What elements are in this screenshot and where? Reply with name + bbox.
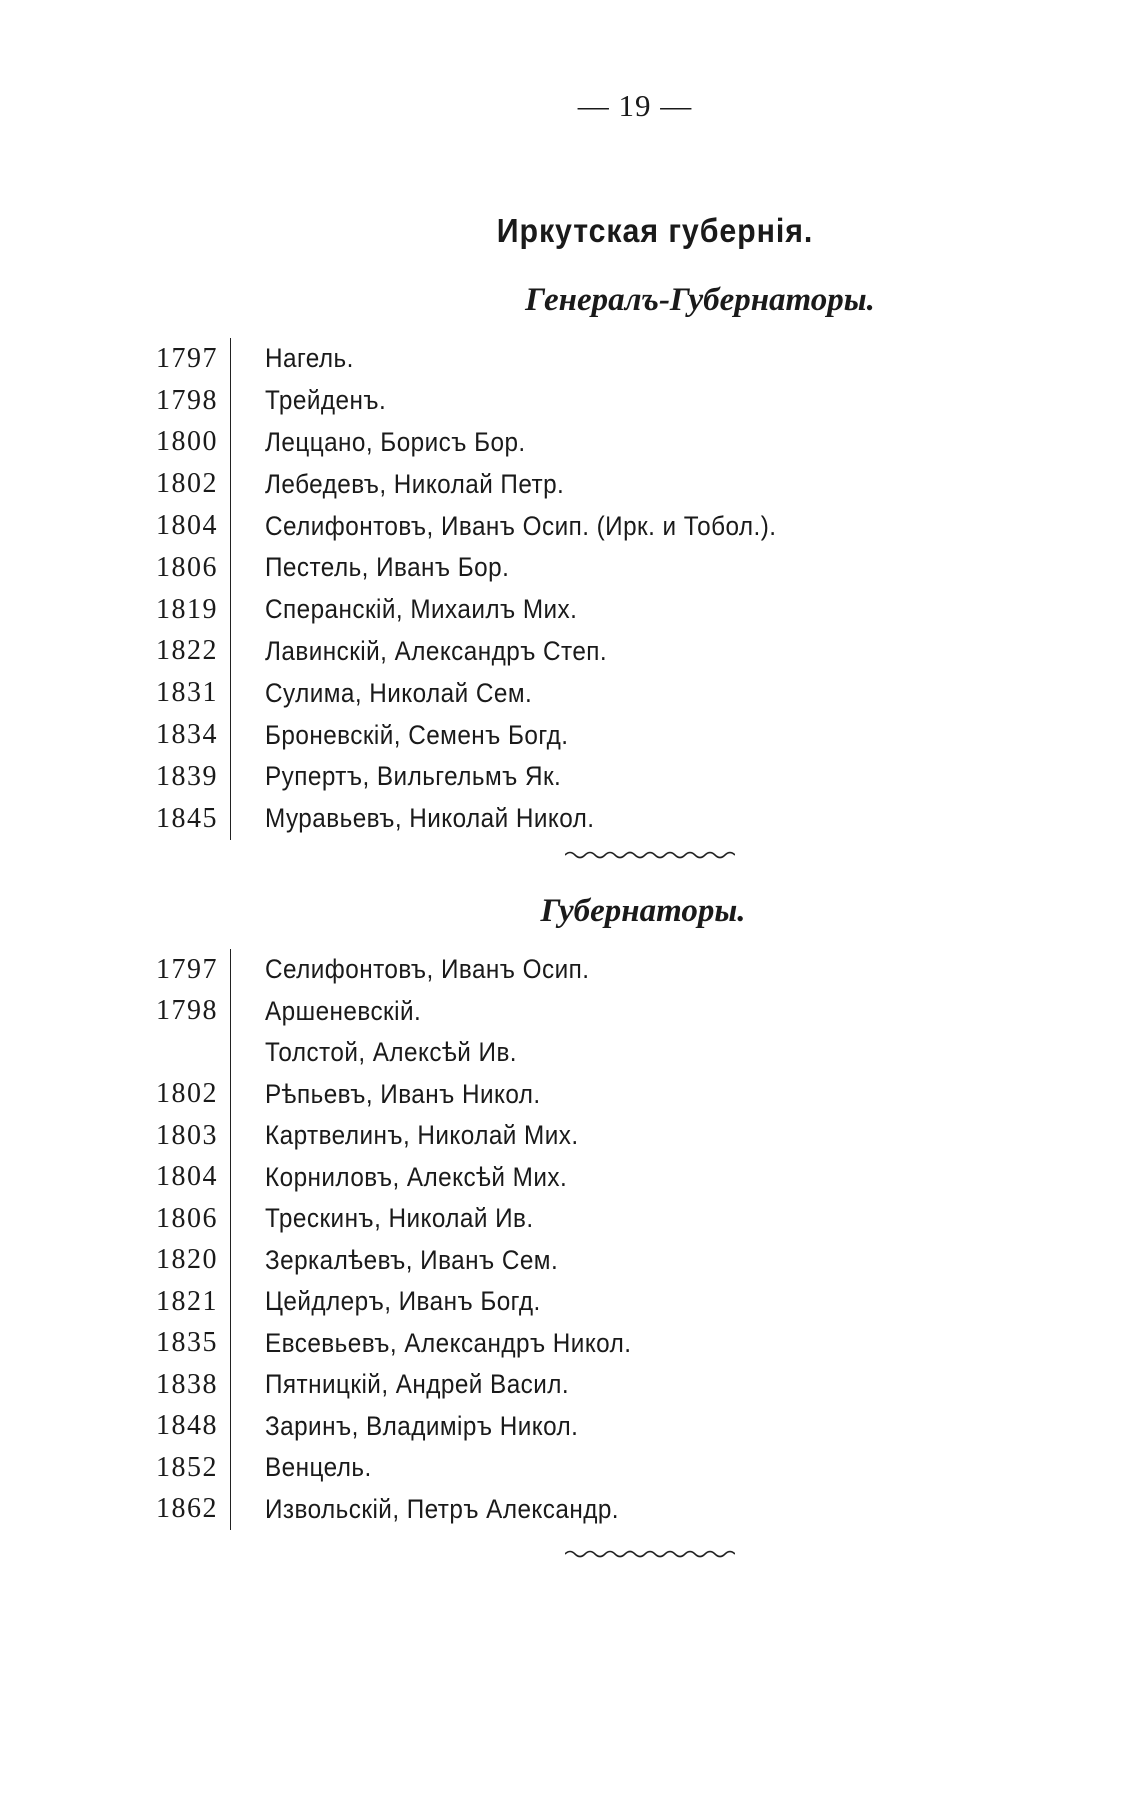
entry-name: Селифонтовъ, Иванъ Осип. bbox=[265, 954, 590, 985]
vertical-rule bbox=[218, 756, 231, 798]
vertical-rule bbox=[218, 1364, 231, 1406]
vertical-rule bbox=[218, 672, 231, 714]
vertical-rule bbox=[218, 1447, 231, 1489]
entry-year: 1804 bbox=[156, 510, 218, 542]
entry-year: 1802 bbox=[156, 468, 218, 500]
entry-year: 1820 bbox=[156, 1244, 218, 1276]
entry-name: Нагель. bbox=[265, 343, 354, 374]
entry-name: Корниловъ, Алексѣй Мих. bbox=[265, 1161, 568, 1192]
entry-year: 1800 bbox=[156, 426, 218, 458]
vertical-rule bbox=[218, 631, 231, 673]
entry-year: 1803 bbox=[156, 1119, 218, 1151]
vertical-rule bbox=[218, 1157, 231, 1199]
entry-name: Цейдлеръ, Иванъ Богд. bbox=[265, 1286, 541, 1317]
entry-year: 1802 bbox=[156, 1078, 218, 1110]
entry-year: 1839 bbox=[156, 760, 218, 792]
list-item bbox=[150, 991, 672, 1033]
entry-year: 1798 bbox=[156, 995, 218, 1027]
entry-name: Заринъ, Владимiръ Никол. bbox=[265, 1410, 579, 1441]
entry-year: 1804 bbox=[156, 1161, 218, 1193]
entry-name: Пестель, Иванъ Бор. bbox=[265, 552, 510, 583]
vertical-rule bbox=[218, 798, 231, 840]
entry-year: 1798 bbox=[156, 384, 218, 416]
vertical-rule bbox=[218, 1323, 231, 1365]
entry-name: Евсевьевъ, Александръ Никол. bbox=[265, 1327, 632, 1358]
entry-year: 1834 bbox=[156, 719, 218, 751]
entry-name: Зеркалѣевъ, Иванъ Сем. bbox=[265, 1244, 559, 1275]
list-item bbox=[150, 505, 833, 547]
entry-name: Пятницкій, Андрей Васил. bbox=[265, 1369, 570, 1400]
entry-name: Броневскій, Семенъ Богд. bbox=[265, 719, 569, 750]
entry-year: 1822 bbox=[156, 635, 218, 667]
vertical-rule bbox=[218, 505, 231, 547]
list-item bbox=[150, 1406, 672, 1448]
list-item bbox=[150, 380, 833, 422]
list-item bbox=[150, 1447, 672, 1489]
list-item bbox=[150, 422, 833, 464]
page-number: — 19 — bbox=[577, 88, 693, 123]
list-item bbox=[150, 1074, 672, 1116]
list-item bbox=[150, 1115, 672, 1157]
entry-year: 1835 bbox=[156, 1327, 218, 1359]
entry-year: 1819 bbox=[156, 593, 218, 625]
vertical-rule bbox=[218, 547, 231, 589]
list-item bbox=[150, 1489, 672, 1531]
vertical-rule bbox=[218, 1074, 231, 1116]
list-item bbox=[150, 1032, 672, 1074]
list-item bbox=[150, 756, 833, 798]
list-item bbox=[150, 798, 833, 840]
entry-name: Аршеневскій. bbox=[265, 995, 422, 1026]
vertical-rule bbox=[218, 1406, 231, 1448]
vertical-rule bbox=[218, 338, 231, 380]
list-item bbox=[150, 1240, 672, 1282]
entry-name: Леццано, Борисъ Бор. bbox=[265, 426, 526, 457]
vertical-rule bbox=[218, 1489, 231, 1531]
entry-name: Трейденъ. bbox=[265, 385, 387, 416]
list-item bbox=[150, 1323, 672, 1365]
entry-name: Лебедевъ, Николай Петр. bbox=[265, 468, 565, 499]
entry-name: Селифонтовъ, Иванъ Осип. (Ирк. и Тобол.). bbox=[265, 510, 777, 541]
vertical-rule bbox=[218, 380, 231, 422]
entry-year: 1806 bbox=[156, 1202, 218, 1234]
list-item bbox=[150, 1157, 672, 1199]
list-item bbox=[150, 547, 833, 589]
entry-year: 1862 bbox=[156, 1493, 218, 1525]
entry-year: 1852 bbox=[156, 1451, 218, 1483]
entry-name: Сулима, Николай Сем. bbox=[265, 677, 533, 708]
list-item bbox=[150, 1198, 672, 1240]
vertical-rule bbox=[218, 1198, 231, 1240]
vertical-rule bbox=[218, 991, 231, 1033]
vertical-rule bbox=[218, 714, 231, 756]
wavy-divider-1 bbox=[565, 850, 735, 860]
vertical-rule bbox=[218, 1240, 231, 1282]
entry-name: Рѣпьевъ, Иванъ Никол. bbox=[265, 1078, 541, 1109]
list-item bbox=[150, 672, 833, 714]
entry-name: Рупертъ, Вильгельмъ Як. bbox=[265, 761, 562, 792]
entry-name: Муравьевъ, Николай Никол. bbox=[265, 803, 595, 834]
entry-name: Венцель. bbox=[265, 1452, 372, 1483]
entry-year: 1831 bbox=[156, 677, 218, 709]
list-item bbox=[150, 589, 833, 631]
entry-year: 1806 bbox=[156, 551, 218, 583]
wavy-divider-2 bbox=[565, 1549, 735, 1559]
governors-list bbox=[150, 949, 672, 1530]
entry-year: 1845 bbox=[156, 802, 218, 834]
entry-name: Трескинъ, Николай Ив. bbox=[265, 1203, 534, 1234]
entry-name: Сперанскій, Михаилъ Мих. bbox=[265, 594, 578, 625]
list-item bbox=[150, 1364, 672, 1406]
entry-name: Толстой, Алексѣй Ив. bbox=[265, 1037, 517, 1068]
entry-year: 1797 bbox=[156, 953, 218, 985]
list-item bbox=[150, 338, 833, 380]
list-item bbox=[150, 714, 833, 756]
vertical-rule bbox=[218, 1115, 231, 1157]
entry-year: 1797 bbox=[156, 342, 218, 374]
vertical-rule bbox=[218, 949, 231, 991]
vertical-rule bbox=[218, 422, 231, 464]
list-item bbox=[150, 631, 833, 673]
list-item bbox=[150, 463, 833, 505]
vertical-rule bbox=[218, 589, 231, 631]
list-item bbox=[150, 949, 672, 991]
entry-year: 1821 bbox=[156, 1285, 218, 1317]
governors-general-list bbox=[150, 338, 833, 840]
entry-name: Картвелинъ, Николай Мих. bbox=[265, 1120, 579, 1151]
entry-name: Лавинскій, Александръ Степ. bbox=[265, 635, 608, 666]
list-item bbox=[150, 1281, 672, 1323]
section-heading-governors-general: Генералъ-Губернаторы. bbox=[525, 282, 875, 318]
vertical-rule bbox=[218, 463, 231, 505]
section-heading-governors: Губернаторы. bbox=[540, 893, 746, 929]
vertical-rule bbox=[218, 1281, 231, 1323]
vertical-rule bbox=[218, 1032, 231, 1074]
entry-name: Извольскій, Петръ Александр. bbox=[265, 1493, 620, 1524]
page-title: Иркутская губернія. bbox=[496, 212, 814, 249]
entry-year: 1848 bbox=[156, 1410, 218, 1442]
entry-year: 1838 bbox=[156, 1368, 218, 1400]
